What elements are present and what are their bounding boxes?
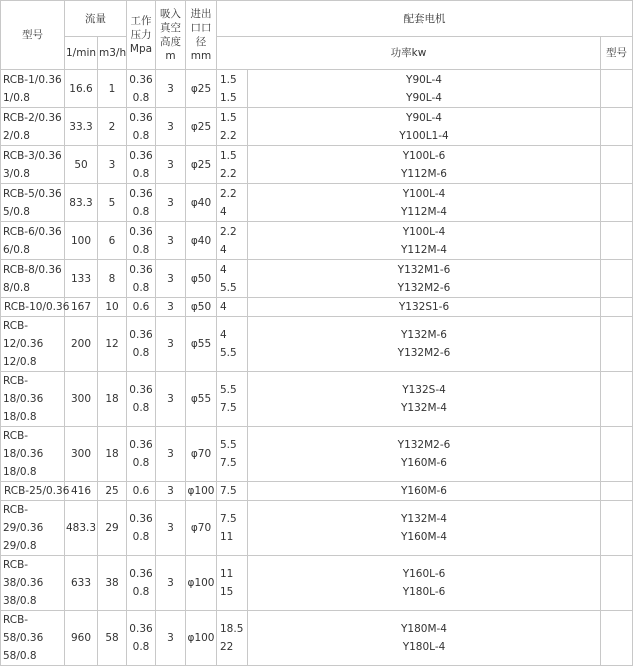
table-row (1, 372, 633, 427)
flow-m3h-cell: 3 (98, 146, 127, 184)
pressure-cell: 0.36 0.8 (127, 372, 156, 427)
suction-cell: 3 (156, 298, 186, 317)
blank-cell (601, 482, 633, 501)
blank-cell (601, 108, 633, 146)
model-cell: RCB-29/0.36 29/0.8 (1, 501, 65, 556)
power-cell: 1.5 2.2 (217, 146, 248, 184)
suction-cell: 3 (156, 184, 186, 222)
model-cell: RCB-5/0.36 5/0.8 (1, 184, 65, 222)
col-header-motor: 配套电机 (217, 1, 633, 37)
model-cell: RCB-18/0.36 18/0.8 (1, 427, 65, 482)
model-cell: RCB-10/0.36 (1, 298, 65, 317)
power-cell: 7.5 (217, 482, 248, 501)
motor-model-cell: Y100L-6 Y112M-6 (248, 146, 601, 184)
flow-lmin-cell: 960 (65, 611, 98, 666)
model-cell: RCB-2/0.36 2/0.8 (1, 108, 65, 146)
motor-model-cell: Y132M-4 Y160M-4 (248, 501, 601, 556)
power-cell: 5.5 7.5 (217, 427, 248, 482)
power-cell: 4 5.5 (217, 260, 248, 298)
table-row (1, 482, 633, 501)
table-row (1, 298, 633, 317)
flow-m3h-cell: 58 (98, 611, 127, 666)
power-cell: 7.5 11 (217, 501, 248, 556)
flow-m3h-cell: 8 (98, 260, 127, 298)
blank-cell (601, 372, 633, 427)
suction-cell: 3 (156, 260, 186, 298)
power-cell: 2.2 4 (217, 222, 248, 260)
col-header-flow-m3h: m3/h (98, 37, 127, 70)
port-cell: φ100 (186, 611, 217, 666)
motor-model-cell: Y160M-6 (248, 482, 601, 501)
col-header-motor-model: 型号 (601, 37, 633, 70)
flow-lmin-cell: 483.3 (65, 501, 98, 556)
table-row (1, 611, 633, 666)
suction-cell: 3 (156, 70, 186, 108)
header-row-1 (1, 1, 633, 37)
table-row (1, 427, 633, 482)
table-row (1, 222, 633, 260)
pressure-cell: 0.6 (127, 482, 156, 501)
motor-model-cell: Y132M2-6 Y160M-6 (248, 427, 601, 482)
port-cell: φ55 (186, 372, 217, 427)
power-cell: 4 5.5 (217, 317, 248, 372)
flow-lmin-cell: 633 (65, 556, 98, 611)
flow-m3h-cell: 29 (98, 501, 127, 556)
motor-model-cell: Y132M1-6 Y132M2-6 (248, 260, 601, 298)
port-cell: φ50 (186, 260, 217, 298)
pressure-cell: 0.36 0.8 (127, 611, 156, 666)
flow-lmin-cell: 167 (65, 298, 98, 317)
motor-model-cell: Y132S1-6 (248, 298, 601, 317)
model-cell: RCB-25/0.36 (1, 482, 65, 501)
blank-cell (601, 317, 633, 372)
pressure-cell: 0.6 (127, 298, 156, 317)
flow-m3h-cell: 5 (98, 184, 127, 222)
flow-m3h-cell: 10 (98, 298, 127, 317)
blank-cell (601, 70, 633, 108)
pressure-cell: 0.36 0.8 (127, 108, 156, 146)
col-header-suction: 吸入真空高度m (156, 1, 186, 70)
flow-lmin-cell: 100 (65, 222, 98, 260)
power-cell: 1.5 1.5 (217, 70, 248, 108)
blank-cell (601, 501, 633, 556)
blank-cell (601, 184, 633, 222)
flow-m3h-cell: 6 (98, 222, 127, 260)
table-row (1, 146, 633, 184)
motor-model-cell: Y100L-4 Y112M-4 (248, 222, 601, 260)
power-cell: 4 (217, 298, 248, 317)
pressure-cell: 0.36 0.8 (127, 427, 156, 482)
suction-cell: 3 (156, 222, 186, 260)
model-cell: RCB-18/0.36 18/0.8 (1, 372, 65, 427)
suction-cell: 3 (156, 317, 186, 372)
blank-cell (601, 427, 633, 482)
suction-cell: 3 (156, 482, 186, 501)
flow-m3h-cell: 18 (98, 427, 127, 482)
suction-cell: 3 (156, 501, 186, 556)
flow-lmin-cell: 33.3 (65, 108, 98, 146)
port-cell: φ25 (186, 70, 217, 108)
port-cell: φ100 (186, 482, 217, 501)
model-cell: RCB-1/0.36 1/0.8 (1, 70, 65, 108)
flow-m3h-cell: 18 (98, 372, 127, 427)
table-row (1, 70, 633, 108)
port-cell: φ40 (186, 222, 217, 260)
suction-cell: 3 (156, 427, 186, 482)
table-row (1, 108, 633, 146)
flow-m3h-cell: 2 (98, 108, 127, 146)
flow-m3h-cell: 25 (98, 482, 127, 501)
pressure-cell: 0.36 0.8 (127, 146, 156, 184)
flow-lmin-cell: 300 (65, 372, 98, 427)
power-cell: 2.2 4 (217, 184, 248, 222)
port-cell: φ55 (186, 317, 217, 372)
port-cell: φ70 (186, 427, 217, 482)
port-cell: φ40 (186, 184, 217, 222)
model-cell: RCB-8/0.36 8/0.8 (1, 260, 65, 298)
flow-lmin-cell: 133 (65, 260, 98, 298)
flow-m3h-cell: 38 (98, 556, 127, 611)
col-header-flow: 流量 (65, 1, 127, 37)
flow-lmin-cell: 200 (65, 317, 98, 372)
pressure-cell: 0.36 0.8 (127, 556, 156, 611)
pressure-cell: 0.36 0.8 (127, 260, 156, 298)
model-cell: RCB-12/0.36 12/0.8 (1, 317, 65, 372)
col-header-flow-lmin: 1/min (65, 37, 98, 70)
pressure-cell: 0.36 0.8 (127, 317, 156, 372)
port-cell: φ25 (186, 146, 217, 184)
motor-model-cell: Y100L-4 Y112M-4 (248, 184, 601, 222)
motor-model-cell: Y160L-6 Y180L-6 (248, 556, 601, 611)
table-row (1, 556, 633, 611)
power-cell: 1.5 2.2 (217, 108, 248, 146)
model-cell: RCB-58/0.36 58/0.8 (1, 611, 65, 666)
port-cell: φ70 (186, 501, 217, 556)
header-row-2 (1, 37, 633, 70)
col-header-port: 进出口口径mm (186, 1, 217, 70)
col-header-power: 功率kw (217, 37, 601, 70)
suction-cell: 3 (156, 108, 186, 146)
table-row (1, 501, 633, 556)
suction-cell: 3 (156, 372, 186, 427)
port-cell: φ25 (186, 108, 217, 146)
model-cell: RCB-6/0.36 6/0.8 (1, 222, 65, 260)
flow-m3h-cell: 12 (98, 317, 127, 372)
suction-cell: 3 (156, 146, 186, 184)
suction-cell: 3 (156, 611, 186, 666)
col-header-pressure: 工作压力Mpa (127, 1, 156, 70)
power-cell: 5.5 7.5 (217, 372, 248, 427)
flow-lmin-cell: 300 (65, 427, 98, 482)
suction-cell: 3 (156, 556, 186, 611)
flow-lmin-cell: 416 (65, 482, 98, 501)
blank-cell (601, 222, 633, 260)
pressure-cell: 0.36 0.8 (127, 222, 156, 260)
motor-model-cell: Y180M-4 Y180L-4 (248, 611, 601, 666)
blank-cell (601, 260, 633, 298)
motor-model-cell: Y132S-4 Y132M-4 (248, 372, 601, 427)
flow-lmin-cell: 16.6 (65, 70, 98, 108)
model-cell: RCB-38/0.36 38/0.8 (1, 556, 65, 611)
port-cell: φ50 (186, 298, 217, 317)
blank-cell (601, 146, 633, 184)
model-cell: RCB-3/0.36 3/0.8 (1, 146, 65, 184)
pressure-cell: 0.36 0.8 (127, 501, 156, 556)
flow-m3h-cell: 1 (98, 70, 127, 108)
flow-lmin-cell: 83.3 (65, 184, 98, 222)
motor-model-cell: Y90L-4 Y100L1-4 (248, 108, 601, 146)
pressure-cell: 0.36 0.8 (127, 184, 156, 222)
table-row (1, 317, 633, 372)
pressure-cell: 0.36 0.8 (127, 70, 156, 108)
flow-lmin-cell: 50 (65, 146, 98, 184)
table-row (1, 184, 633, 222)
blank-cell (601, 556, 633, 611)
port-cell: φ100 (186, 556, 217, 611)
power-cell: 11 15 (217, 556, 248, 611)
power-cell: 18.5 22 (217, 611, 248, 666)
motor-model-cell: Y90L-4 Y90L-4 (248, 70, 601, 108)
motor-model-cell: Y132M-6 Y132M2-6 (248, 317, 601, 372)
table-row (1, 260, 633, 298)
col-header-model: 型号 (1, 1, 65, 70)
blank-cell (601, 611, 633, 666)
blank-cell (601, 298, 633, 317)
